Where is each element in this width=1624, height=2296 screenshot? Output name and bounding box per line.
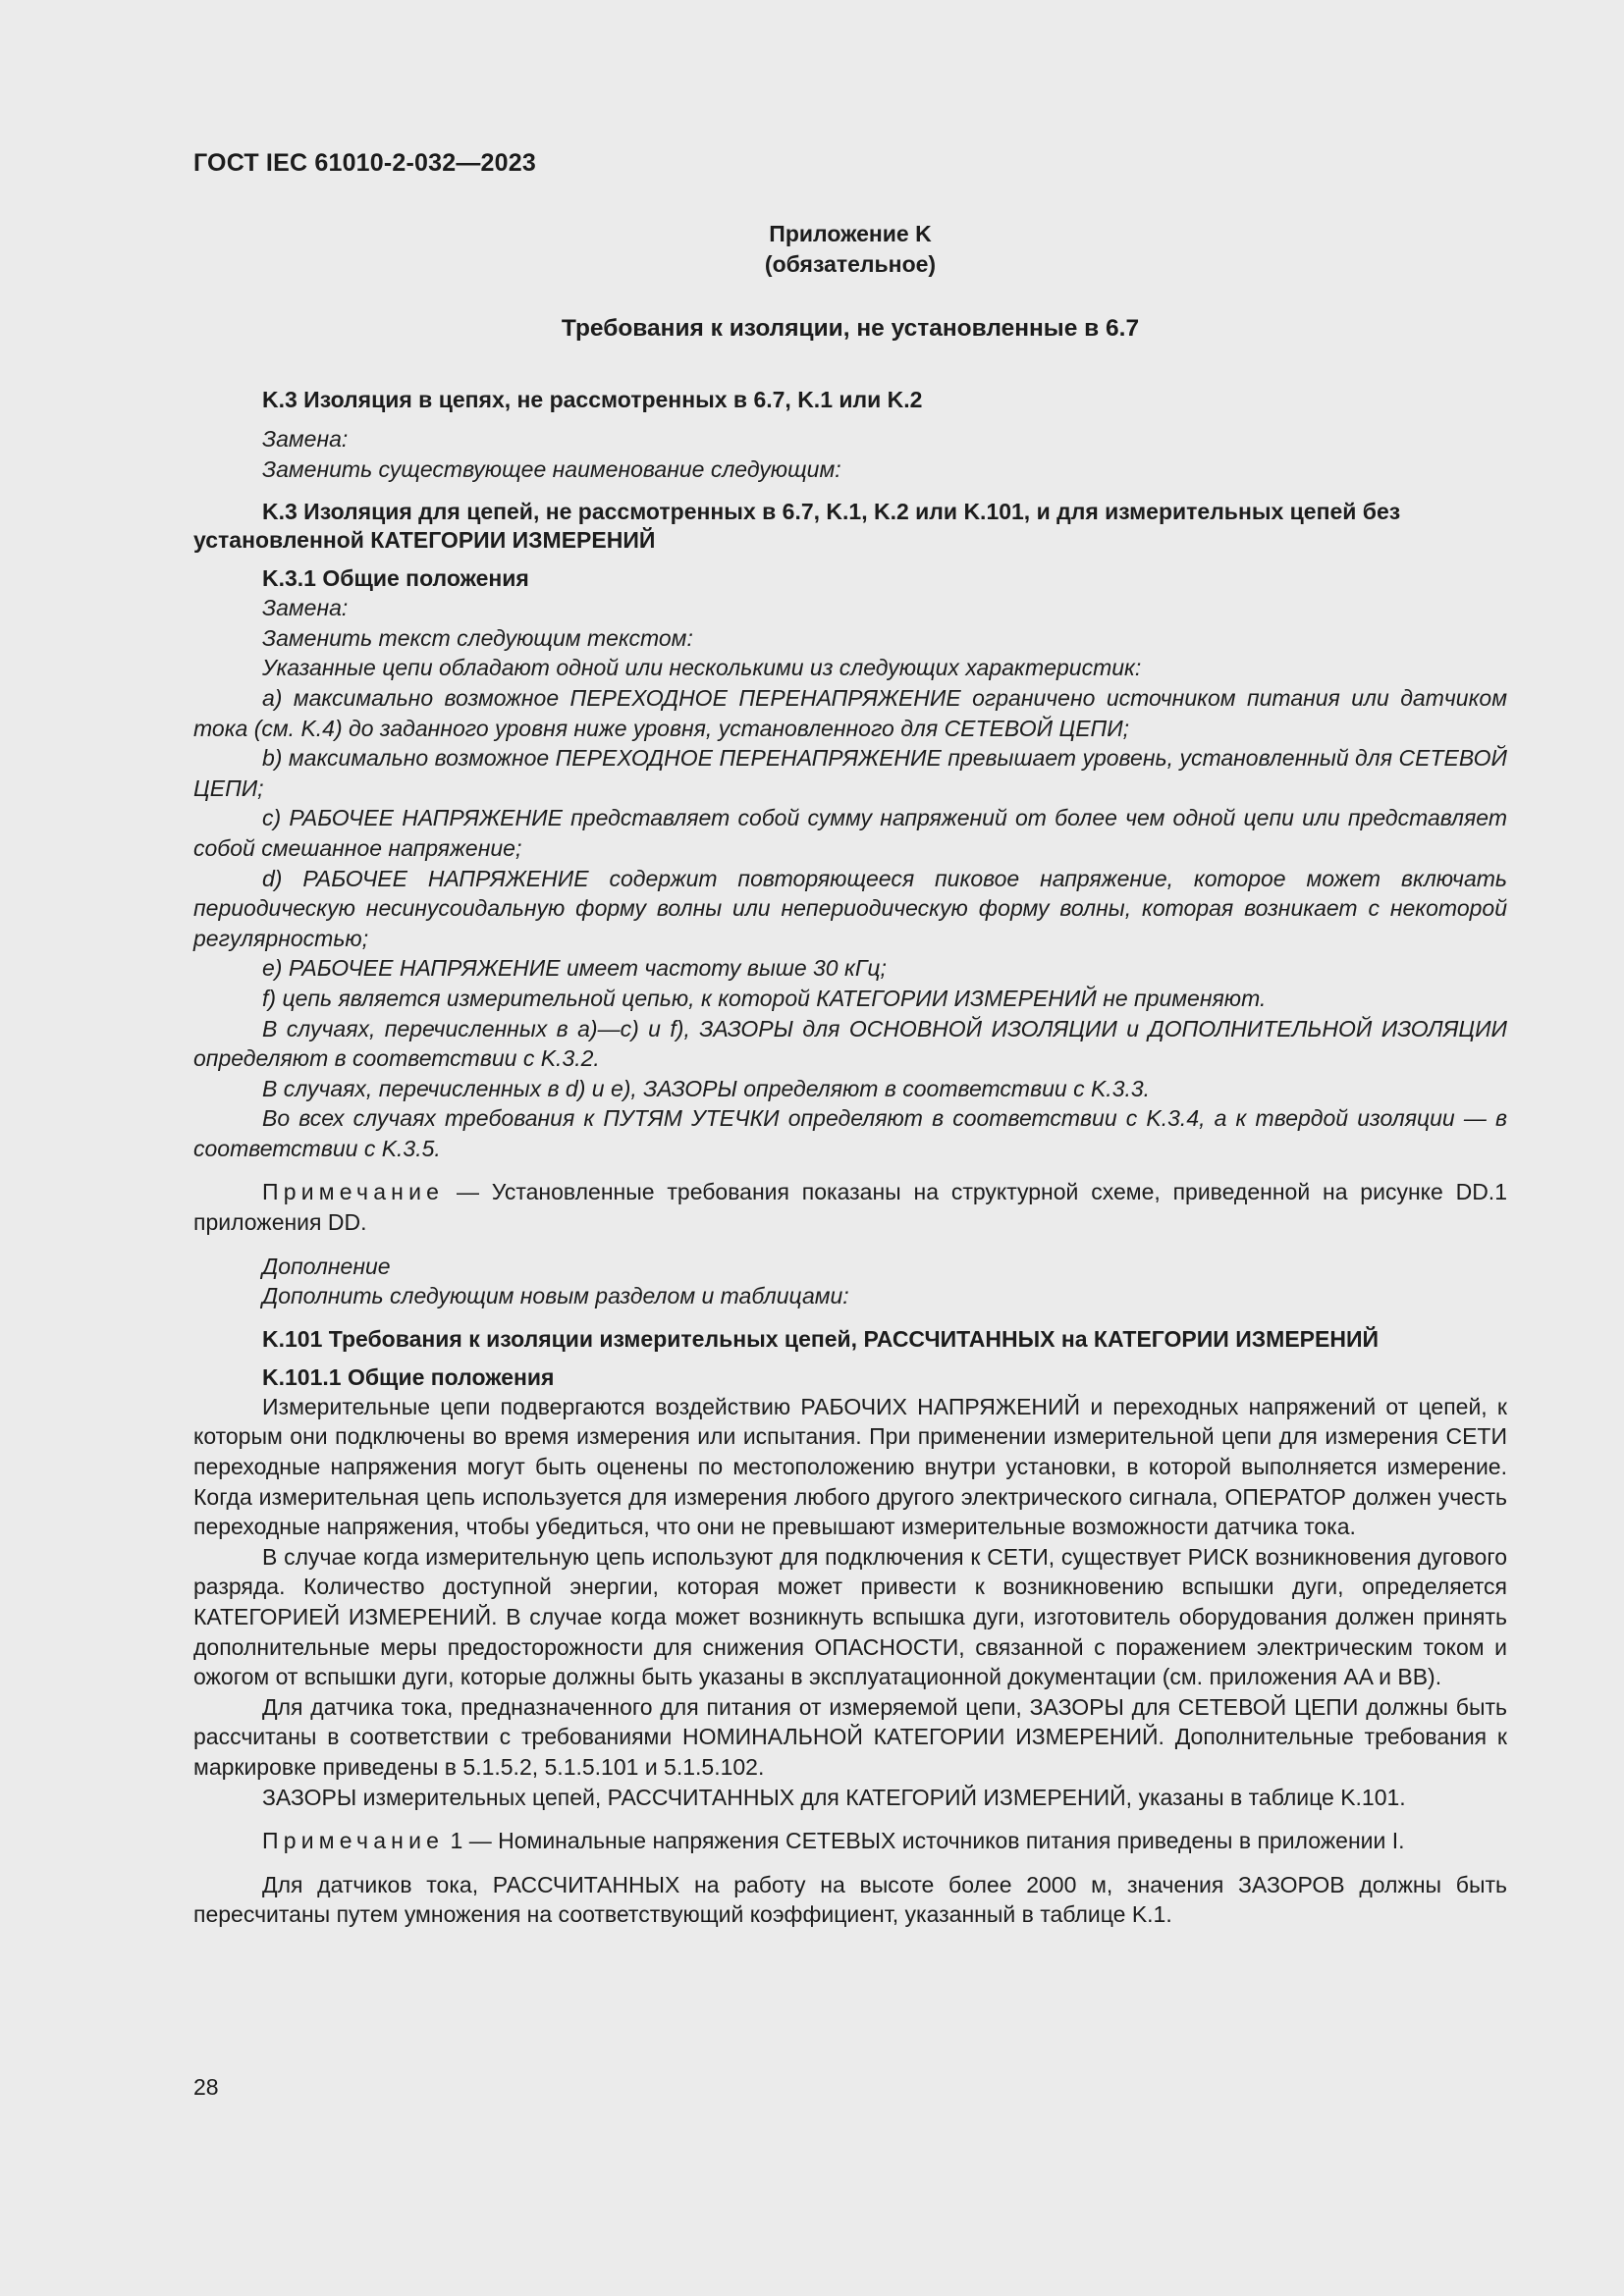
k31-item-e: e) РАБОЧЕЕ НАПРЯЖЕНИЕ имеет частоту выше 30 кГц; — [262, 955, 887, 982]
note-label: Примечание — [262, 1179, 445, 1205]
k3-replace-label: Замена: — [262, 426, 349, 452]
addition-instruction: Дополнить следующим новым разделом и таблицами: — [262, 1283, 849, 1309]
annex-subject: Требования к изоляции, не установленные в 6.7 — [561, 315, 1140, 342]
k31-replace-instruction: Заменить текст следующим текстом: — [262, 624, 693, 651]
k31-note — [193, 1177, 1507, 1237]
section-k3-new-heading: K.3 Изоляция для цепей, не рассмотренных в 6.7, K.1, K.2 или K.101, и для измерительных цепей без установленной КАТЕГОРИИ ИЗМЕРЕНИЙ — [193, 499, 1401, 554]
k1011-note — [193, 1826, 1507, 1856]
k31-item-c: c) РАБОЧЕЕ НАПРЯЖЕНИЕ представляет собой сумму напряжений от более чем одной цепи или представляет собой смешанное напряжение; — [193, 805, 1507, 861]
k1011-paragraph: ЗАЗОРЫ измерительных цепей, РАССЧИТАННЫХ для КАТЕГОРИЙ ИЗМЕРЕНИЙ, указаны в таблице K.101. — [262, 1784, 1406, 1810]
k31-item-d: d) РАБОЧЕЕ НАПРЯЖЕНИЕ содержит повторяющееся пиковое напряжение, которое может включать периодическую несинусоидальную форму волны или непериодическую форму волны, которая возникает с некоторой регулярностью; — [193, 865, 1507, 951]
note-text: — Установленные требования показаны на структурной схеме, приведенной на рисунке DD.1 приложения DD. — [193, 1179, 1507, 1236]
k31-line: В случаях, перечисленных в d) и e), ЗАЗОРЫ определяют в соответствии с K.3.3. — [262, 1075, 1151, 1101]
annex-status: (обязательное) — [764, 251, 937, 277]
k31-line: Указанные цепи обладают одной или несколькими из следующих характеристик: — [262, 655, 1142, 681]
note-text: 1 — Номинальные напряжения СЕТЕВЫХ источников питания приведены в приложении I. — [444, 1828, 1405, 1854]
k31-replace-label: Замена: — [262, 595, 349, 621]
addition-label: Дополнение — [262, 1253, 391, 1279]
annex-title: Приложение K — [769, 221, 932, 246]
k31-item-a: a) максимально возможное ПЕРЕХОДНОЕ ПЕРЕНАПРЯЖЕНИЕ ограничено источником питания или датчиком тока (см. K.4) до заданного уровня ниже уровня, установленного для СЕТЕВОЙ ЦЕПИ; — [193, 684, 1507, 741]
k1011-paragraph: Измерительные цепи подвергаются воздействию РАБОЧИХ НАПРЯЖЕНИЙ и переходных напряжений от цепей, к которым они подключены во время измерения или испытания. При применении измерительной цепи для измерения СЕТИ переходные напряжения могут быть оценены по местоположению внутри установки, в которой выполняется измерение. Когда измерительная цепь используется для измерения любого другого электрического сигнала, ОПЕРАТОР должен учесть переходные напряжения, чтобы убедиться, что они не превышают измерительные возможности датчика тока. — [193, 1393, 1507, 1540]
k1011-paragraph: В случае когда измерительную цепь используют для подключения к СЕТИ, существует РИСК возникновения дугового разряда. Количество доступной энергии, которая может привести к возникновению вспышки дуги, определяется КАТЕГОРИЕЙ ИЗМЕРЕНИЙ. В случае когда может возникнуть вспышка дуги, изготовитель оборудования должен принять дополнительные меры предосторожности для снижения ОПАСНОСТИ, связанной с поражением электрическим током и ожогом от вспышки дуги, которые должны быть указаны в эксплуатационной документации (см. приложения AA и BB). — [193, 1543, 1507, 1690]
k31-line: В случаях, перечисленных в a)—c) и f), ЗАЗОРЫ для ОСНОВНОЙ ИЗОЛЯЦИИ и ДОПОЛНИТЕЛЬНОЙ ИЗОЛЯЦИИ определяют в соответствии с K.3.2. — [193, 1015, 1507, 1072]
k31-item-f: f) цепь является измерительной цепью, к которой КАТЕГОРИИ ИЗМЕРЕНИЙ не применяют. — [262, 985, 1267, 1011]
k1011-paragraph: Для датчика тока, предназначенного для питания от измеряемой цепи, ЗАЗОРЫ для СЕТЕВОЙ ЦЕПИ должны быть рассчитаны в соответствии с требованиями НОМИНАЛЬНОЙ КАТЕГОРИИ ИЗМЕРЕНИЙ. Дополнительные требования к маркировке приведены в 5.1.5.2, 5.1.5.101 и 5.1.5.102. — [193, 1693, 1507, 1780]
k31-item-b: b) максимально возможное ПЕРЕХОДНОЕ ПЕРЕНАПРЯЖЕНИЕ превышает уровень, установленный для СЕТЕВОЙ ЦЕПИ; — [193, 745, 1507, 801]
note-label: Примечание — [262, 1828, 445, 1854]
section-k101-heading: K.101 Требования к изоляции измерительных цепей, РАССЧИТАННЫХ на КАТЕГОРИИ ИЗМЕРЕНИЙ — [262, 1325, 1380, 1352]
section-k31-heading: K.3.1 Общие положения — [262, 565, 529, 592]
document-header: ГОСТ IEC 61010-2-032—2023 — [193, 149, 536, 177]
k1011-final-paragraph: Для датчиков тока, РАССЧИТАННЫХ на работу на высоте более 2000 м, значения ЗАЗОРОВ должны быть пересчитаны путем умножения на соответствующий коэффициент, указанный в таблице K.1. — [193, 1871, 1507, 1928]
k3-replace-instruction: Заменить существующее наименование следующим: — [262, 455, 841, 482]
k31-line: Во всех случаях требования к ПУТЯМ УТЕЧКИ определяют в соответствии с K.3.4, а к твердой изоляции — в соответствии с K.3.5. — [193, 1105, 1507, 1161]
page-number: 28 — [193, 2074, 219, 2100]
section-k3-heading: K.3 Изоляция в цепях, не рассмотренных в 6.7, K.1 или K.2 — [262, 387, 923, 412]
section-k1011-heading: K.101.1 Общие положения — [262, 1363, 555, 1390]
document-page — [193, 149, 1507, 1930]
